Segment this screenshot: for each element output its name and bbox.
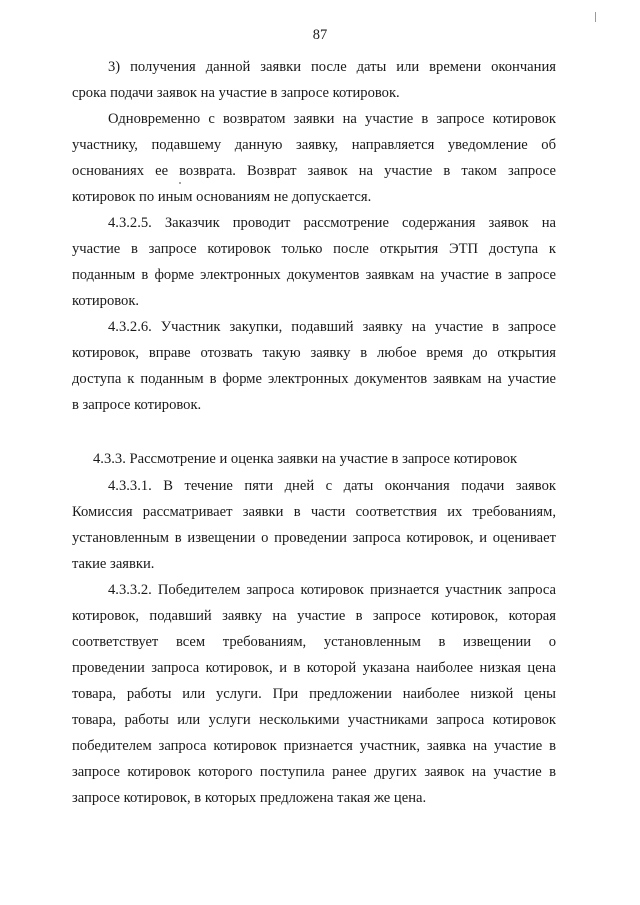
text-line: запросе котировок, в которых предложена такая же цена.: [72, 790, 427, 806]
text-line: срока подачи заявок на участие в запросе котировок.: [72, 85, 400, 101]
text-line: соответствует всем требованиям, установленным в извещении о: [72, 634, 556, 650]
text-line: 4.3.3.1. В течение пяти дней с даты окончания подачи заявок: [108, 478, 556, 494]
scan-artifact-dot: [179, 182, 181, 184]
text-line: 4.3.3.2. Победителем запроса котировок признается участник запроса: [108, 582, 556, 598]
text-line: Одновременно с возвратом заявки на участие в запросе котировок: [108, 111, 556, 127]
section-heading: 4.3.3. Рассмотрение и оценка заявки на участие в запросе котировок: [93, 451, 518, 467]
text-line: запросе котировок которого поступила ранее других заявок на участие в: [72, 764, 556, 780]
text-line: 4.3.2.5. Заказчик проводит рассмотрение содержания заявок на: [108, 215, 556, 231]
text-line: победителем запроса котировок признается участник, заявка на участие в: [72, 738, 556, 754]
text-line: доступа к поданным в форме электронных документов заявкам на участие: [72, 371, 556, 387]
text-line: товара, работы или услуги несколькими участниками запроса котировок: [72, 712, 556, 728]
text-line: в запросе котировок.: [72, 397, 202, 413]
text-line: котировок, подавший заявку на участие в запросе котировок, которая: [72, 608, 556, 624]
text-line: установленным в извещении о проведении запроса котировок, и оценивает: [72, 530, 556, 546]
text-line: котировок.: [72, 293, 140, 309]
text-line: товара, работы или услуги. При предложении наиболее низкой цены: [72, 686, 556, 702]
text-line: поданным в форме электронных документов заявкам на участие в запросе: [72, 267, 556, 283]
text-line: проведении запроса котировок, и в которой указана наиболее низкая цена: [72, 660, 556, 676]
text-line: Комиссия рассматривает заявки в части соответствия их требованиям,: [72, 504, 556, 520]
scan-artifact-mark: [595, 12, 596, 22]
text-line: такие заявки.: [72, 556, 155, 572]
text-line: участие в запросе котировок только после открытия ЭТП доступа к: [72, 241, 556, 257]
page-number: 87: [312, 27, 328, 43]
text-line: 3) получения данной заявки после даты или времени окончания: [108, 59, 556, 75]
text-line: котировок, вправе отозвать такую заявку в любое время до открытия: [72, 345, 556, 361]
text-line: основаниях ее возврата. Возврат заявок на участие в таком запросе: [72, 163, 556, 179]
text-line: котировок по иным основаниям не допускается.: [72, 189, 372, 205]
text-line: участнику, подавшему данную заявку, направляется уведомление об: [72, 137, 556, 153]
text-line: 4.3.2.6. Участник закупки, подавший заявку на участие в запросе: [108, 319, 556, 335]
